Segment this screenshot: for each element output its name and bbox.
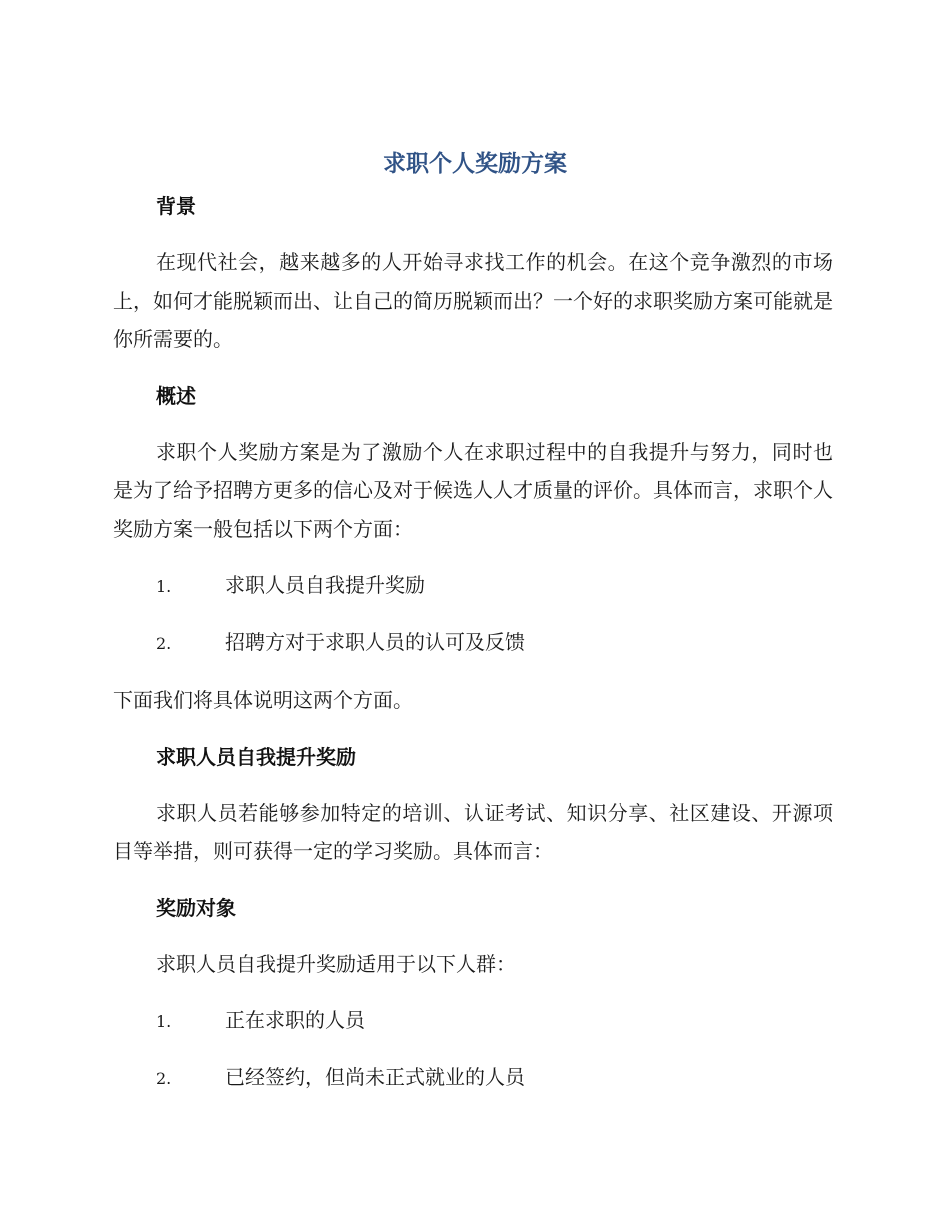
list-text: 求职人员自我提升奖励	[225, 573, 425, 597]
list-item	[113, 1002, 833, 1040]
list-number: 2.	[156, 634, 172, 653]
heading-self-improvement: 求职人员自我提升奖励	[156, 744, 356, 769]
list-number: 1.	[156, 577, 172, 596]
paragraph-overview: 求职个人奖励方案是为了激励个人在求职过程中的自我提升与努力，同时也是为了给予招聘方更多的信心及对于候选人人才质量的评价。具体而言，求职个人奖励方案一般包括以下两个方面：	[113, 439, 833, 541]
list-item	[113, 624, 833, 662]
list-item	[113, 567, 833, 605]
list-text: 招聘方对于求职人员的认可及反馈	[225, 630, 525, 654]
list-text: 已经签约，但尚未正式就业的人员	[225, 1065, 525, 1089]
heading-overview: 概述	[156, 383, 196, 408]
paragraph-targets: 求职人员自我提升奖励适用于以下人群：	[156, 951, 516, 976]
paragraph-self-improvement: 求职人员若能够参加特定的培训、认证考试、知识分享、社区建设、开源项目等举措，则可获得一定的学习奖励。具体而言：	[113, 800, 833, 863]
list-number: 2.	[156, 1069, 172, 1088]
list-number: 1.	[156, 1012, 172, 1031]
heading-background: 背景	[156, 194, 196, 218]
list-item	[113, 1059, 833, 1097]
paragraph-background: 在现代社会，越来越多的人开始寻求找工作的机会。在这个竞争激烈的市场上，如何才能脱颖而出、让自己的简历脱颖而出？一个好的求职奖励方案可能就是你所需要的。	[113, 250, 833, 351]
paragraph-overview-closing: 下面我们将具体说明这两个方面。	[113, 688, 413, 712]
document-body	[113, 188, 833, 1097]
list-text: 正在求职的人员	[225, 1008, 365, 1032]
heading-targets: 奖励对象	[156, 895, 236, 920]
document-title: 求职个人奖励方案	[383, 151, 567, 177]
